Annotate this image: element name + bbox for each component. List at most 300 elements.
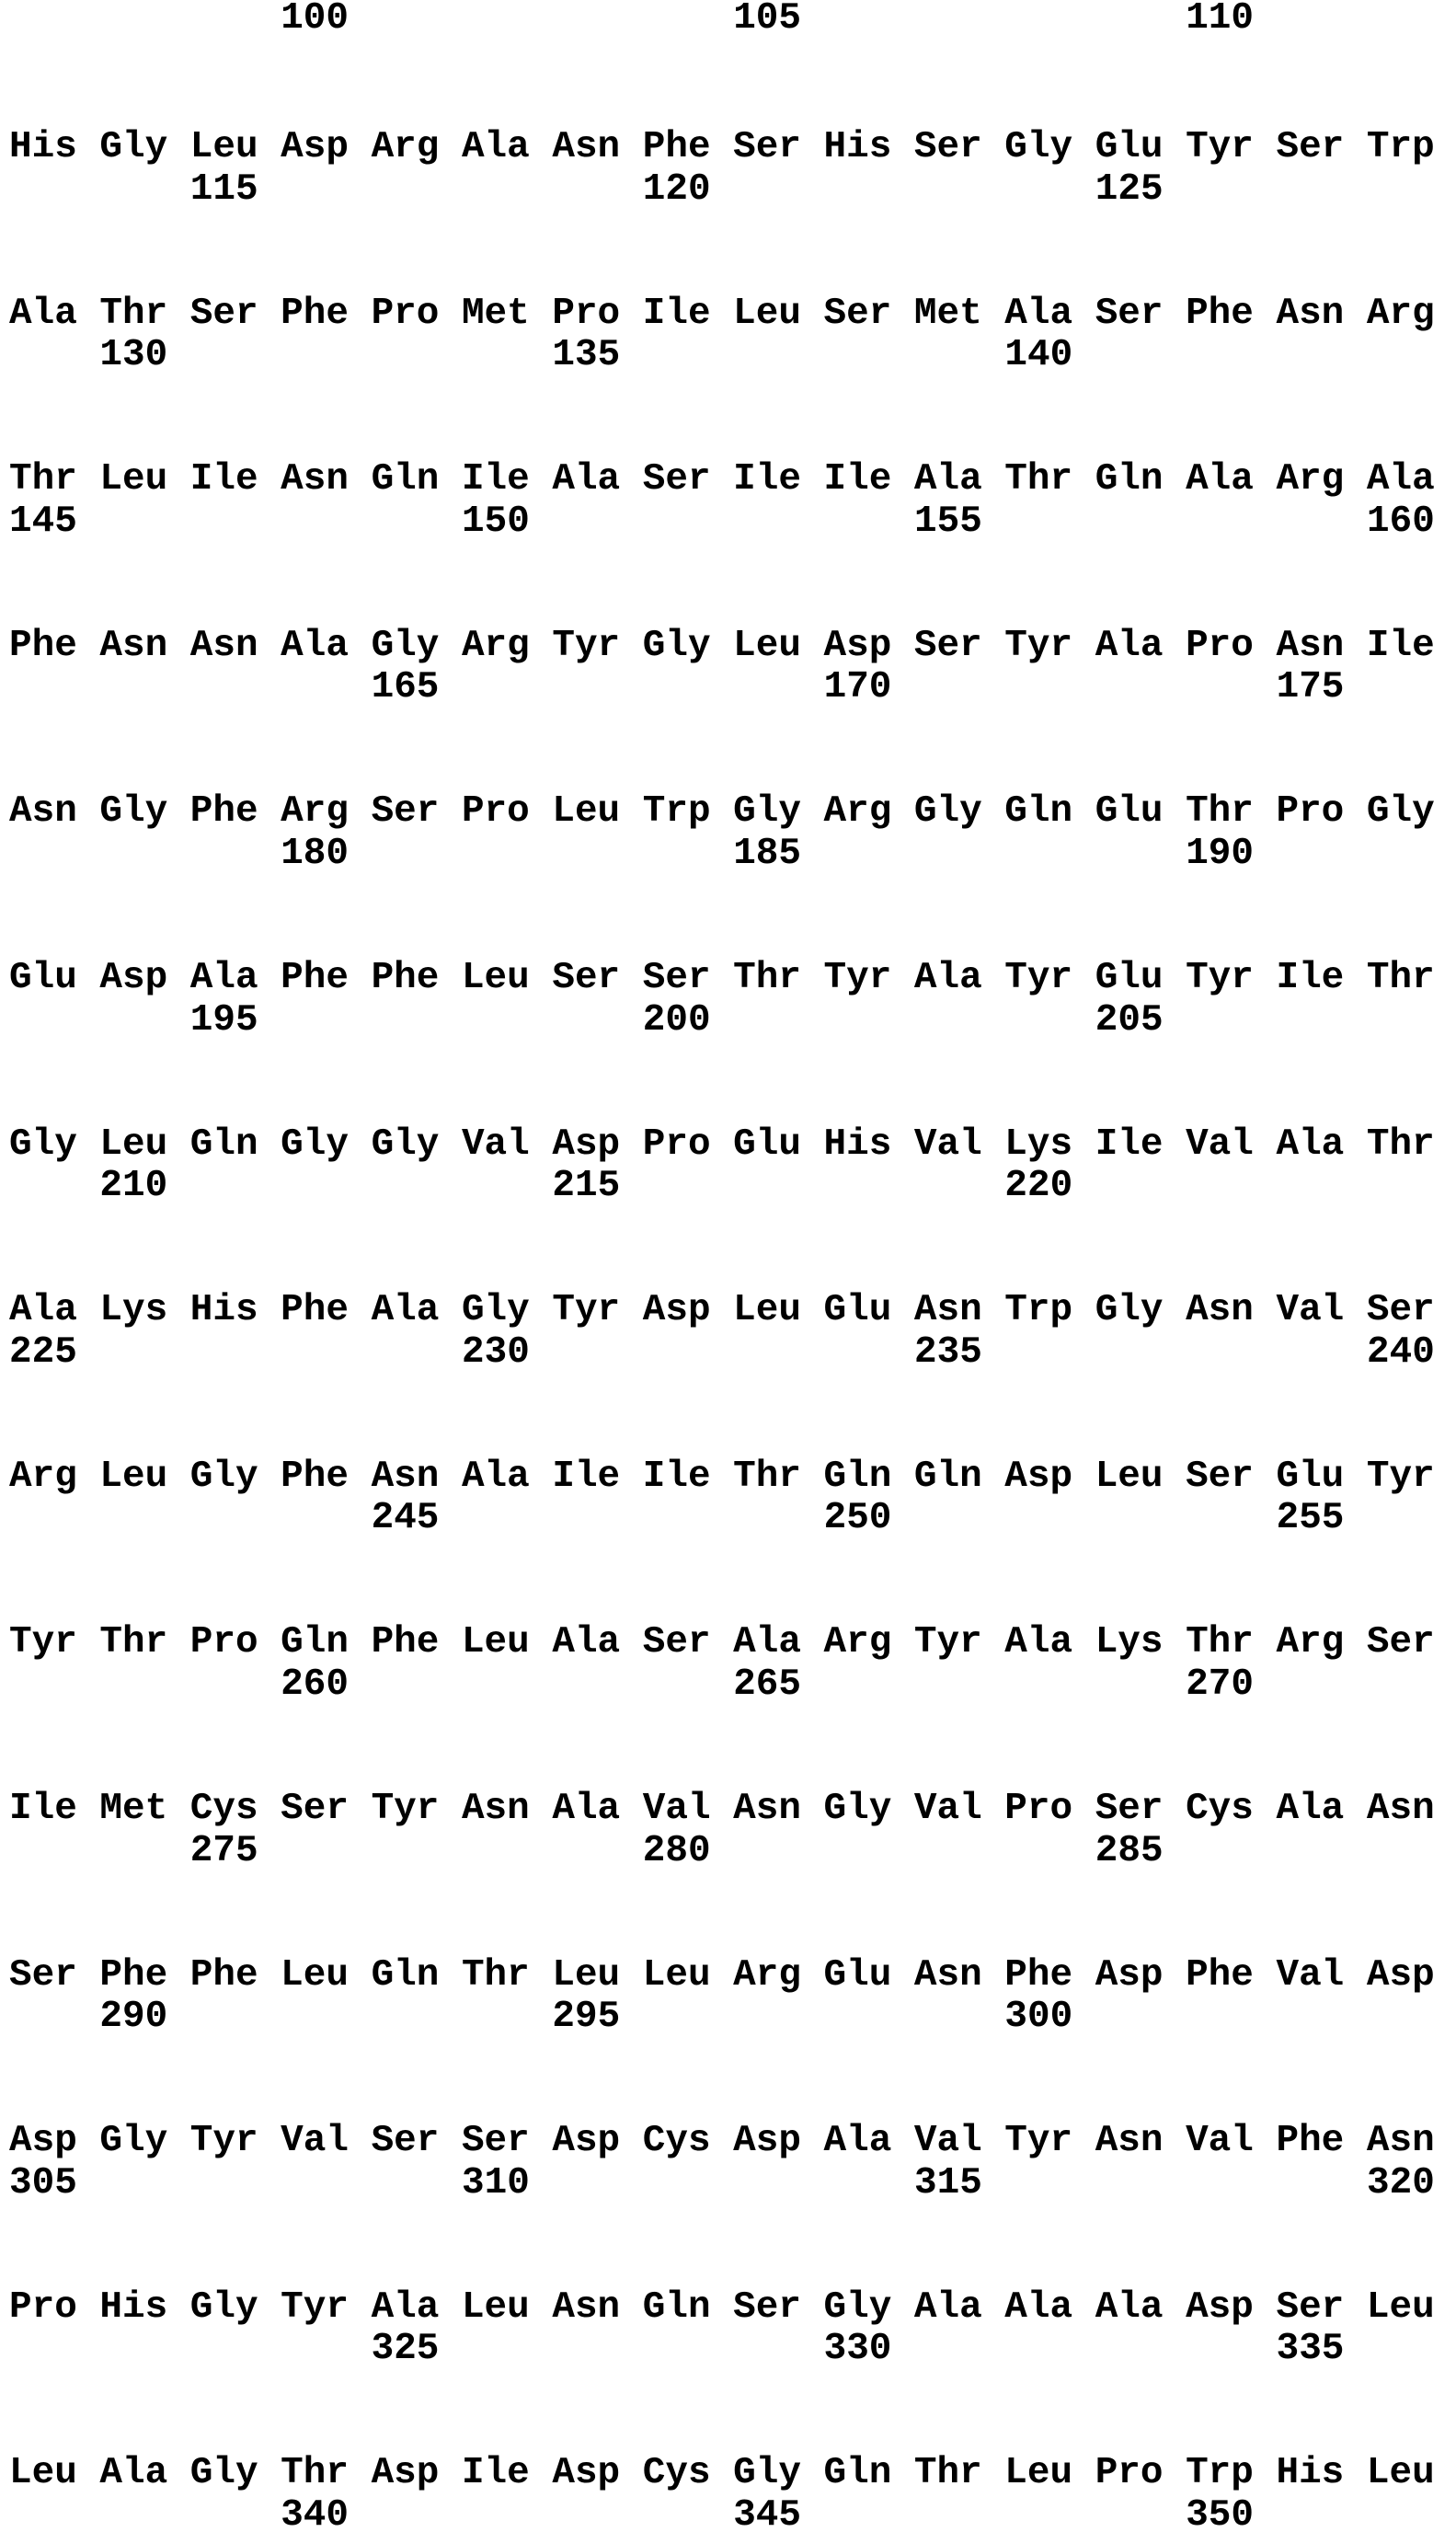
- residue: Arg: [733, 1953, 801, 1997]
- position-number: 250: [823, 1497, 892, 1540]
- residue: Lys: [99, 1289, 168, 1332]
- residue: Gly: [189, 2452, 258, 2495]
- residue: Leu: [552, 1953, 621, 1997]
- residue: Phe: [1186, 1953, 1254, 1997]
- position-number: 275: [189, 1829, 258, 1872]
- residue: Ile: [189, 458, 258, 501]
- position-number: 110: [1186, 0, 1254, 40]
- residue: Tyr: [371, 1788, 440, 1830]
- residue: His: [823, 1122, 892, 1166]
- position-number-row: [9, 501, 1456, 543]
- residue: Gly: [99, 126, 168, 168]
- residue: Leu: [1095, 1455, 1164, 1498]
- residue: Leu: [9, 2452, 77, 2495]
- sequence-row: [9, 1954, 1456, 1997]
- residue: Val: [642, 1788, 711, 1830]
- sequence-row: [9, 1123, 1456, 1166]
- residue: Ser: [733, 126, 801, 168]
- residue: Asp: [9, 2120, 77, 2163]
- position-number: 260: [281, 1663, 349, 1706]
- residue: Phe: [1004, 1953, 1073, 1997]
- residue: Leu: [1366, 2452, 1435, 2495]
- residue: Tyr: [1004, 2120, 1073, 2163]
- residue: Tyr: [552, 1289, 621, 1332]
- residue: Leu: [189, 126, 258, 168]
- residue: Ile: [552, 1455, 621, 1498]
- residue: Gly: [99, 2120, 168, 2163]
- residue: Ser: [1186, 1455, 1254, 1498]
- residue: Asn: [281, 458, 349, 501]
- residue: Trp: [1366, 126, 1435, 168]
- residue: Leu: [642, 1953, 711, 1997]
- residue: Gln: [823, 1455, 892, 1498]
- position-number: 160: [1367, 500, 1435, 543]
- residue: Asp: [1004, 1455, 1073, 1498]
- residue: Ala: [9, 1289, 77, 1332]
- sequence-row: [9, 2120, 1456, 2162]
- residue: Ile: [823, 458, 892, 501]
- residue: Phe: [642, 126, 711, 168]
- residue: Cys: [642, 2120, 711, 2163]
- residue: Gly: [9, 1122, 77, 1166]
- residue: Ala: [1276, 1788, 1345, 1830]
- residue: Tyr: [1366, 1455, 1435, 1498]
- residue: Ser: [189, 292, 258, 335]
- position-number-row: [9, 1663, 1456, 1706]
- residue: Thr: [9, 458, 77, 501]
- residue: Asn: [1276, 624, 1345, 667]
- residue: Gly: [371, 624, 440, 667]
- residue: Val: [1276, 1289, 1345, 1332]
- residue: His: [99, 2285, 168, 2329]
- residue: Arg: [823, 1621, 892, 1664]
- residue: Gly: [823, 1788, 892, 1830]
- position-number: 320: [1367, 2161, 1435, 2204]
- position-number: 290: [99, 1996, 168, 2039]
- position-number-row: [9, 0, 1456, 40]
- residue: Asp: [1095, 1953, 1164, 1997]
- position-number: 105: [733, 0, 801, 40]
- residue: Gln: [281, 1621, 349, 1664]
- residue: Ile: [1276, 957, 1345, 999]
- residue: Pro: [552, 292, 621, 335]
- residue: Asp: [642, 1289, 711, 1332]
- residue: Ser: [371, 790, 440, 834]
- position-number-row: [9, 2162, 1456, 2204]
- position-number: 210: [99, 1165, 168, 1208]
- residue: Asn: [371, 1455, 440, 1498]
- residue: Glu: [733, 1122, 801, 1166]
- residue: Trp: [642, 790, 711, 834]
- position-number: 170: [823, 666, 892, 709]
- residue: Asn: [189, 624, 258, 667]
- position-number: 230: [462, 1330, 530, 1374]
- residue: Gly: [1366, 790, 1435, 834]
- residue: Val: [281, 2120, 349, 2163]
- residue: Ser: [9, 1953, 77, 1997]
- residue: Ser: [1095, 1788, 1164, 1830]
- residue: Thr: [733, 957, 801, 999]
- residue: Cys: [1186, 1788, 1254, 1830]
- residue: Thr: [1004, 458, 1073, 501]
- sequence-row: [9, 1289, 1456, 1331]
- residue: Ser: [1366, 1621, 1435, 1664]
- residue: Phe: [371, 957, 440, 999]
- position-number: 115: [189, 167, 258, 211]
- residue: Ser: [913, 126, 982, 168]
- residue: Thr: [99, 292, 168, 335]
- residue: Pro: [1186, 624, 1254, 667]
- residue: Ser: [642, 957, 711, 999]
- residue: Asn: [1276, 292, 1345, 335]
- sequence-row: [9, 126, 1456, 168]
- residue: Phe: [9, 624, 77, 667]
- residue: Ser: [281, 1788, 349, 1830]
- position-number: 235: [914, 1330, 982, 1374]
- residue: Glu: [1276, 1455, 1345, 1498]
- sequence-row: [9, 957, 1456, 999]
- residue: Ile: [461, 2452, 530, 2495]
- residue: His: [1276, 2452, 1345, 2495]
- residue: Asp: [552, 2452, 621, 2495]
- position-number: 175: [1276, 666, 1345, 709]
- residue: Gln: [642, 2285, 711, 2329]
- residue: Pro: [371, 292, 440, 335]
- residue: Leu: [733, 292, 801, 335]
- residue: Thr: [1186, 1621, 1254, 1664]
- residue: Arg: [9, 1455, 77, 1498]
- residue: Arg: [461, 624, 530, 667]
- residue: Ala: [1004, 292, 1073, 335]
- residue: Ala: [913, 957, 982, 999]
- residue: Gly: [189, 1455, 258, 1498]
- residue: Asn: [913, 1953, 982, 1997]
- residue: Phe: [371, 1621, 440, 1664]
- residue: Glu: [1095, 957, 1164, 999]
- position-number-row: [9, 1996, 1456, 2038]
- residue: Ala: [371, 1289, 440, 1332]
- residue: Gly: [823, 2285, 892, 2329]
- residue: Thr: [1366, 1122, 1435, 1166]
- sequence-row: [9, 790, 1456, 833]
- residue: Phe: [189, 790, 258, 834]
- sequence-row: [9, 2452, 1456, 2494]
- position-number: 325: [371, 2328, 440, 2371]
- residue: Gly: [1095, 1289, 1164, 1332]
- residue: His: [189, 1289, 258, 1332]
- sequence-row: [9, 625, 1456, 667]
- sequence-row: [9, 1788, 1456, 1830]
- residue: Ser: [913, 624, 982, 667]
- residue: Cys: [189, 1788, 258, 1830]
- residue: Asn: [1095, 2120, 1164, 2163]
- residue: Ile: [461, 458, 530, 501]
- residue: Met: [913, 292, 982, 335]
- position-number: 215: [552, 1165, 621, 1208]
- residue: Tyr: [823, 957, 892, 999]
- residue: Pro: [642, 1122, 711, 1166]
- residue: Leu: [281, 1953, 349, 1997]
- residue: Asn: [1366, 1788, 1435, 1830]
- position-number: 265: [733, 1663, 801, 1706]
- residue: Met: [99, 1788, 168, 1830]
- position-number: 155: [914, 500, 982, 543]
- residue: Asn: [1186, 1289, 1254, 1332]
- position-number-row: [9, 833, 1456, 875]
- residue: Glu: [9, 957, 77, 999]
- position-number: 130: [99, 334, 168, 377]
- sequence-row: [9, 2286, 1456, 2329]
- position-number: 300: [1004, 1996, 1073, 2039]
- residue: Lys: [1004, 1122, 1073, 1166]
- residue: Phe: [1276, 2120, 1345, 2163]
- residue: Ile: [642, 292, 711, 335]
- residue: Thr: [99, 1621, 168, 1664]
- residue: Ser: [552, 957, 621, 999]
- position-number-row: [9, 168, 1456, 211]
- residue: Phe: [281, 292, 349, 335]
- residue: Tyr: [9, 1621, 77, 1664]
- position-number: 165: [371, 666, 440, 709]
- position-number: 345: [733, 2493, 801, 2532]
- residue: Asn: [99, 624, 168, 667]
- residue: Ile: [1366, 624, 1435, 667]
- residue: Tyr: [552, 624, 621, 667]
- residue: Glu: [1095, 126, 1164, 168]
- residue: Asn: [552, 126, 621, 168]
- residue: Ala: [189, 957, 258, 999]
- position-number: 285: [1095, 1829, 1164, 1872]
- residue: Asp: [1366, 1953, 1435, 1997]
- residue: Glu: [823, 1953, 892, 1997]
- residue: Gly: [733, 2452, 801, 2495]
- residue: Pro: [189, 1621, 258, 1664]
- residue: Ala: [552, 1621, 621, 1664]
- residue: Ser: [642, 1621, 711, 1664]
- residue: Thr: [1366, 957, 1435, 999]
- residue: Tyr: [1186, 957, 1254, 999]
- residue: Thr: [733, 1455, 801, 1498]
- residue: Val: [1186, 2120, 1254, 2163]
- residue: Ser: [733, 2285, 801, 2329]
- residue: Ala: [1004, 2285, 1073, 2329]
- residue: Gly: [189, 2285, 258, 2329]
- residue: Ala: [1004, 1621, 1073, 1664]
- residue: Gln: [189, 1122, 258, 1166]
- residue: Thr: [1186, 790, 1254, 834]
- residue: Leu: [461, 1621, 530, 1664]
- residue: Ser: [1276, 2285, 1345, 2329]
- residue: Gly: [913, 790, 982, 834]
- residue: Ser: [1095, 292, 1164, 335]
- position-number: 220: [1004, 1165, 1073, 1208]
- residue: Asn: [461, 1788, 530, 1830]
- residue: Arg: [371, 126, 440, 168]
- residue: Arg: [1276, 458, 1345, 501]
- sequence-row: [9, 293, 1456, 335]
- residue: Leu: [733, 1289, 801, 1332]
- residue: Lys: [1095, 1621, 1164, 1664]
- residue: Ser: [823, 292, 892, 335]
- residue: Ala: [1095, 624, 1164, 667]
- residue: Gln: [1004, 790, 1073, 834]
- residue: Gly: [371, 1122, 440, 1166]
- residue: Ser: [642, 458, 711, 501]
- residue: Ala: [461, 126, 530, 168]
- residue: Ala: [461, 1455, 530, 1498]
- position-number: 305: [9, 2161, 77, 2204]
- residue: Ile: [9, 1788, 77, 1830]
- residue: Leu: [461, 2285, 530, 2329]
- position-number: 255: [1276, 1497, 1345, 1540]
- residue: Ala: [733, 1621, 801, 1664]
- position-number: 340: [281, 2493, 349, 2532]
- residue: Phe: [1186, 292, 1254, 335]
- residue: Leu: [99, 458, 168, 501]
- residue: Phe: [281, 1289, 349, 1332]
- sequence-row: [9, 458, 1456, 501]
- residue: Gln: [913, 1455, 982, 1498]
- residue: Asp: [733, 2120, 801, 2163]
- position-number: 140: [1004, 334, 1073, 377]
- residue: Arg: [1276, 1621, 1345, 1664]
- position-number: 205: [1095, 998, 1164, 1042]
- residue: Asn: [733, 1788, 801, 1830]
- residue: Ala: [281, 624, 349, 667]
- residue: Val: [1186, 1122, 1254, 1166]
- residue: Ile: [1095, 1122, 1164, 1166]
- residue: Met: [461, 292, 530, 335]
- residue: Pro: [1276, 790, 1345, 834]
- residue: Ile: [642, 1455, 711, 1498]
- position-number: 120: [642, 167, 711, 211]
- residue: Ser: [1366, 1289, 1435, 1332]
- position-number: 330: [823, 2328, 892, 2371]
- residue: Thr: [461, 1953, 530, 1997]
- residue: Val: [1276, 1953, 1345, 1997]
- residue: Phe: [281, 957, 349, 999]
- position-number-row: [9, 1165, 1456, 1207]
- residue: Ala: [1186, 458, 1254, 501]
- residue: Gln: [371, 1953, 440, 1997]
- residue: Ser: [461, 2120, 530, 2163]
- residue: Tyr: [281, 2285, 349, 2329]
- residue: Leu: [733, 624, 801, 667]
- residue: Trp: [1186, 2452, 1254, 2495]
- sequence-row: [9, 1456, 1456, 1498]
- residue: Ala: [99, 2452, 168, 2495]
- residue: Thr: [913, 2452, 982, 2495]
- residue: Ala: [552, 1788, 621, 1830]
- residue: Asp: [281, 126, 349, 168]
- position-number: 280: [642, 1829, 711, 1872]
- residue: Ser: [371, 2120, 440, 2163]
- residue: Leu: [99, 1122, 168, 1166]
- residue: Pro: [9, 2285, 77, 2329]
- residue: Tyr: [1004, 957, 1073, 999]
- residue: Asp: [99, 957, 168, 999]
- position-number: 245: [371, 1497, 440, 1540]
- residue: Asp: [1186, 2285, 1254, 2329]
- position-number: 150: [462, 500, 530, 543]
- residue: Arg: [1366, 292, 1435, 335]
- position-number: 100: [281, 0, 349, 40]
- residue: Ala: [9, 292, 77, 335]
- residue: Gly: [281, 1122, 349, 1166]
- residue: Phe: [281, 1455, 349, 1498]
- position-number: 190: [1186, 832, 1254, 875]
- residue: Glu: [1095, 790, 1164, 834]
- residue: Gln: [823, 2452, 892, 2495]
- position-number: 225: [9, 1330, 77, 1374]
- residue: Ala: [1366, 458, 1435, 501]
- residue: Gln: [371, 458, 440, 501]
- residue: Gly: [461, 1289, 530, 1332]
- residue: His: [823, 126, 892, 168]
- residue: Ala: [913, 2285, 982, 2329]
- position-number: 270: [1186, 1663, 1254, 1706]
- position-number: 180: [281, 832, 349, 875]
- position-number: 200: [642, 998, 711, 1042]
- residue: Asp: [823, 624, 892, 667]
- residue: Trp: [1004, 1289, 1073, 1332]
- sequence-row: [9, 1621, 1456, 1663]
- position-number: 240: [1367, 1330, 1435, 1374]
- position-number: 335: [1276, 2328, 1345, 2371]
- residue: Glu: [823, 1289, 892, 1332]
- position-number: 350: [1186, 2493, 1254, 2532]
- position-number: 185: [733, 832, 801, 875]
- position-number-row: [9, 2494, 1456, 2532]
- residue: Gly: [99, 790, 168, 834]
- position-number: 295: [552, 1996, 621, 2039]
- residue: Val: [913, 1122, 982, 1166]
- residue: Leu: [552, 790, 621, 834]
- residue: Arg: [823, 790, 892, 834]
- position-number-row: [9, 999, 1456, 1042]
- residue: Tyr: [1186, 126, 1254, 168]
- residue: Val: [913, 1788, 982, 1830]
- position-number: 125: [1095, 167, 1164, 211]
- residue: Leu: [99, 1455, 168, 1498]
- position-number: 135: [552, 334, 621, 377]
- residue: Gly: [733, 790, 801, 834]
- residue: Asn: [913, 1289, 982, 1332]
- position-number-row: [9, 1830, 1456, 1872]
- residue: Tyr: [1004, 624, 1073, 667]
- residue: Cys: [642, 2452, 711, 2495]
- position-number: 310: [462, 2161, 530, 2204]
- residue: Ser: [1276, 126, 1345, 168]
- residue: Pro: [461, 790, 530, 834]
- position-number: 145: [9, 500, 77, 543]
- residue: Leu: [461, 957, 530, 999]
- residue: Ala: [552, 458, 621, 501]
- residue: Asn: [9, 790, 77, 834]
- residue: Ile: [733, 458, 801, 501]
- residue: Phe: [189, 1953, 258, 1997]
- residue: Asp: [552, 1122, 621, 1166]
- residue: Ala: [1095, 2285, 1164, 2329]
- residue: Gly: [642, 624, 711, 667]
- residue: Val: [461, 1122, 530, 1166]
- residue: Tyr: [913, 1621, 982, 1664]
- residue: Gln: [1095, 458, 1164, 501]
- residue: Leu: [1366, 2285, 1435, 2329]
- residue: Arg: [281, 790, 349, 834]
- residue: Pro: [1004, 1788, 1073, 1830]
- residue: Ala: [823, 2120, 892, 2163]
